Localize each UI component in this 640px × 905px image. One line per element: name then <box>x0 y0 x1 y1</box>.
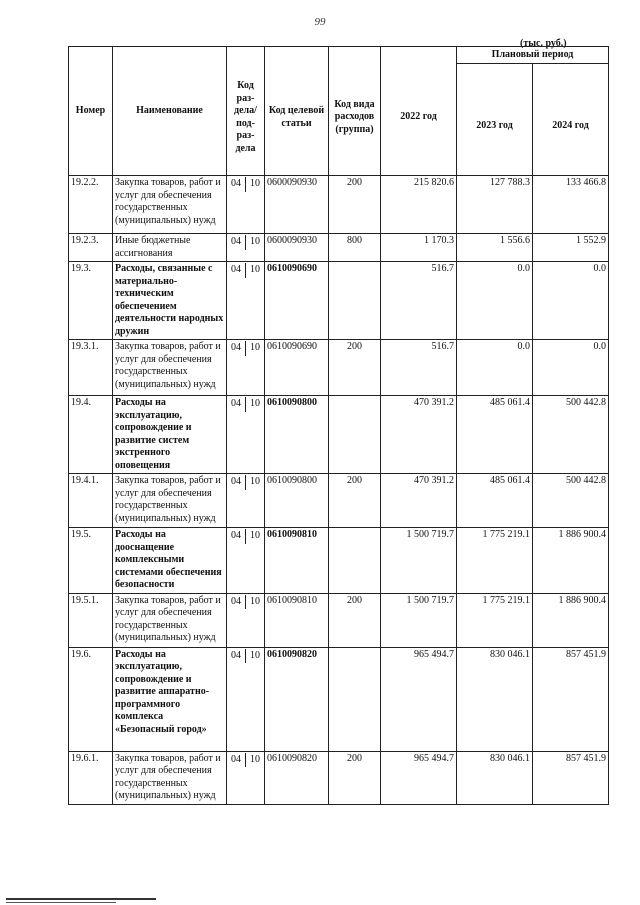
section-code: 04 <box>229 529 246 544</box>
row-2023: 0.0 <box>457 262 533 340</box>
row-2023: 485 061.4 <box>457 396 533 474</box>
subsection-code: 10 <box>250 753 260 765</box>
footer-rule <box>6 898 156 900</box>
row-expense-kind: 200 <box>329 593 381 647</box>
row-2023: 127 788.3 <box>457 176 533 234</box>
row-2024: 1 886 900.4 <box>533 593 609 647</box>
row-number: 19.3. <box>69 262 113 340</box>
subsection-code: 10 <box>250 595 260 607</box>
row-name: Расходы на дооснащение комплексными системами обеспечения безопасности <box>113 528 227 594</box>
row-number: 19.2.3. <box>69 234 113 262</box>
row-2022: 516.7 <box>381 340 457 396</box>
row-number: 19.5.1. <box>69 593 113 647</box>
unit-note: (тыс. руб.) <box>520 38 567 49</box>
row-2024: 500 442.8 <box>533 396 609 474</box>
row-target-code: 0610090820 <box>265 647 329 751</box>
row-name: Закупка товаров, работ и услуг для обеспечения государственных (муниципальных) нужд <box>113 176 227 234</box>
row-section-code <box>227 340 265 396</box>
section-code: 04 <box>229 397 246 412</box>
row-number: 19.6. <box>69 647 113 751</box>
row-name: Закупка товаров, работ и услуг для обеспечения государственных (муниципальных) нужд <box>113 751 227 804</box>
subsection-code: 10 <box>250 398 260 409</box>
header-number: Номер <box>69 47 113 176</box>
row-expense-kind: 200 <box>329 474 381 528</box>
section-code: 04 <box>229 649 246 664</box>
section-code: 04 <box>229 595 246 610</box>
table-row <box>69 528 609 594</box>
row-expense-kind: 800 <box>329 234 381 262</box>
row-expense-kind <box>329 647 381 751</box>
row-2024: 0.0 <box>533 262 609 340</box>
row-expense-kind: 200 <box>329 751 381 804</box>
row-expense-kind <box>329 262 381 340</box>
table-row <box>69 751 609 804</box>
row-target-code: 0610090690 <box>265 262 329 340</box>
row-section-code <box>227 647 265 751</box>
row-number: 19.3.1. <box>69 340 113 396</box>
row-2023: 1 775 219.1 <box>457 528 533 594</box>
row-name: Иные бюджетные ассигнования <box>113 234 227 262</box>
row-number: 19.6.1. <box>69 751 113 804</box>
row-target-code: 0610090820 <box>265 751 329 804</box>
row-section-code <box>227 262 265 340</box>
row-section-code <box>227 593 265 647</box>
header-2023: 2023 год <box>457 64 533 176</box>
row-section-code <box>227 474 265 528</box>
row-expense-kind: 200 <box>329 176 381 234</box>
subsection-code: 10 <box>250 649 260 661</box>
row-name: Расходы на эксплуатацию, сопровождение и развитие систем экстренного оповещения <box>113 396 227 474</box>
row-2023: 830 046.1 <box>457 647 533 751</box>
budget-table <box>68 46 609 805</box>
section-code: 04 <box>229 263 246 278</box>
row-number: 19.4.1. <box>69 474 113 528</box>
section-code: 04 <box>229 753 246 768</box>
row-2024: 1 552.9 <box>533 234 609 262</box>
row-2022: 470 391.2 <box>381 474 457 528</box>
subsection-code: 10 <box>250 530 260 541</box>
header-target-code: Код целевой статьи <box>265 47 329 176</box>
row-expense-kind <box>329 396 381 474</box>
table-row <box>69 176 609 234</box>
row-target-code: 0610090690 <box>265 340 329 396</box>
row-2024: 0.0 <box>533 340 609 396</box>
row-2023: 1 775 219.1 <box>457 593 533 647</box>
subsection-code: 10 <box>250 342 260 353</box>
page-number: 99 <box>314 16 326 28</box>
table-row <box>69 234 609 262</box>
table-row <box>69 593 609 647</box>
row-2022: 1 500 719.7 <box>381 593 457 647</box>
row-target-code: 0610090810 <box>265 528 329 594</box>
row-name: Закупка товаров, работ и услуг для обеспечения государственных (муниципальных) нужд <box>113 340 227 396</box>
row-target-code: 0610090800 <box>265 474 329 528</box>
row-name: Расходы на эксплуатацию, сопровождение и развитие аппаратно-программного комплекса «Безопасный город» <box>113 647 227 751</box>
table-row <box>69 474 609 528</box>
row-2022: 965 494.7 <box>381 647 457 751</box>
header-planned-period: Плановый период <box>457 47 609 64</box>
row-target-code: 0600090930 <box>265 176 329 234</box>
row-expense-kind: 200 <box>329 340 381 396</box>
header-section-code: Код раз- дела/ под- раз- дела <box>227 47 265 176</box>
row-2022: 215 820.6 <box>381 176 457 234</box>
row-section-code <box>227 751 265 804</box>
header-2022: 2022 год <box>381 47 457 176</box>
row-2023: 0.0 <box>457 340 533 396</box>
row-2023: 830 046.1 <box>457 751 533 804</box>
row-2023: 1 556.6 <box>457 234 533 262</box>
section-code: 04 <box>229 235 246 250</box>
row-name: Закупка товаров, работ и услуг для обеспечения государственных (муниципальных) нужд <box>113 474 227 528</box>
row-number: 19.5. <box>69 528 113 594</box>
row-2022: 516.7 <box>381 262 457 340</box>
subsection-code: 10 <box>250 476 260 487</box>
subsection-code: 10 <box>250 264 260 275</box>
subsection-code: 10 <box>250 236 260 247</box>
row-2022: 470 391.2 <box>381 396 457 474</box>
row-section-code <box>227 234 265 262</box>
row-target-code: 0600090930 <box>265 234 329 262</box>
footer-rule-thin <box>6 902 116 903</box>
row-2024: 857 451.9 <box>533 647 609 751</box>
row-number: 19.2.2. <box>69 176 113 234</box>
row-target-code: 0610090810 <box>265 593 329 647</box>
table-row <box>69 262 609 340</box>
section-code: 04 <box>229 475 246 490</box>
subsection-code: 10 <box>250 178 260 189</box>
row-name: Расходы, связанные с материально-техническим обеспечением деятельности народных дружин <box>113 262 227 340</box>
section-code: 04 <box>229 341 246 356</box>
table-row <box>69 396 609 474</box>
row-number: 19.4. <box>69 396 113 474</box>
row-2024: 500 442.8 <box>533 474 609 528</box>
row-expense-kind <box>329 528 381 594</box>
row-section-code <box>227 176 265 234</box>
row-2022: 1 170.3 <box>381 234 457 262</box>
row-section-code <box>227 528 265 594</box>
row-2023: 485 061.4 <box>457 474 533 528</box>
row-2024: 1 886 900.4 <box>533 528 609 594</box>
table-row <box>69 647 609 751</box>
section-code: 04 <box>229 177 246 192</box>
header-2024: 2024 год <box>533 64 609 176</box>
row-2024: 133 466.8 <box>533 176 609 234</box>
table-row <box>69 340 609 396</box>
row-2022: 1 500 719.7 <box>381 528 457 594</box>
row-target-code: 0610090800 <box>265 396 329 474</box>
header-expense-kind: Код вида расходов (группа) <box>329 47 381 176</box>
row-2024: 857 451.9 <box>533 751 609 804</box>
header-name: Наименование <box>113 47 227 176</box>
row-section-code <box>227 396 265 474</box>
row-name: Закупка товаров, работ и услуг для обеспечения государственных (муниципальных) нужд <box>113 593 227 647</box>
row-2022: 965 494.7 <box>381 751 457 804</box>
